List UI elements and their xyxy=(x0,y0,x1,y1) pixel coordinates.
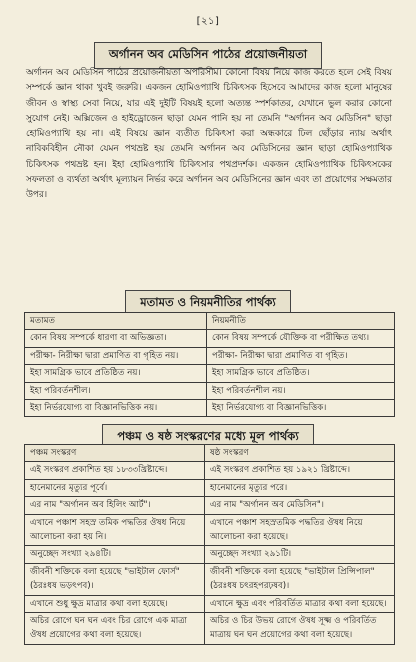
table-header-row xyxy=(25,445,395,462)
table-header-cell: নিয়মনীতি xyxy=(207,313,395,330)
table-cell: ইহা সামগ্রিক ভাবে প্রতিষ্ঠিত নয়। xyxy=(25,365,207,382)
table-cell: পরীক্ষা- নিরীক্ষা দ্বারা প্রমাণিত বা গৃহিত নয়। xyxy=(25,347,207,364)
table-cell: এখানে পঞ্চাশ সহস্রতমিক পদ্ধতির ঔষধ নিয়ে আলোচনা করা হয়েছে। xyxy=(205,514,395,546)
table-cell: কোন বিষয় সম্পর্কে ধারণা বা অভিজ্ঞতা। xyxy=(25,330,207,347)
section-heading-text: পঞ্চম ও ষষ্ঠ সংস্করণের মধ্যে মূল পার্থক্য xyxy=(102,424,313,451)
table-cell: এখানে ক্ষুদ্র এবং পরিবর্তিত মাত্রার কথা বলা হয়েছে। xyxy=(205,595,395,612)
table-cell: অনুচ্ছেদ সংখ্যা ২৯৪টি। xyxy=(25,546,205,563)
table-cell: অচির রোগে ঘন ঘন এবং চির রোগে এক মাত্রা ঔষধ প্রয়োগের কথা বলা হয়েছে। xyxy=(25,613,205,645)
table-row xyxy=(25,330,395,347)
table-header-row xyxy=(25,313,395,330)
table-cell: এই সংস্করণ প্রকাশিত হয় ১৮৩৩খ্রিষ্টাব্দে। xyxy=(25,462,205,479)
edition-comparison-table xyxy=(24,444,395,645)
table-cell: কোন বিষয় সম্পর্কে যৌক্তিক বা পরীক্ষিত তথ্য। xyxy=(207,330,395,347)
table-cell: হানেমানের মৃত্যুর পরে। xyxy=(205,479,395,496)
section-heading-text: অর্গানন অব মেডিসিন পাঠের প্রয়োজনীয়তা xyxy=(94,42,322,69)
table-cell: পরীক্ষা- নিরীক্ষা দ্বারা প্রমাণিত বা গৃহিত। xyxy=(207,347,395,364)
section-heading-text: মতামত ও নিয়মনীতির পার্থক্য xyxy=(125,290,291,317)
table-cell: এখানে শুধু ক্ষুদ্র মাত্রার কথা বলা হয়েছে। xyxy=(25,595,205,612)
table-cell: ইহা নির্ভরযোগ্য বা বিজ্ঞানভিত্তিক নয়। xyxy=(25,400,207,417)
table-header-cell: ষষ্ঠ সংস্করণ xyxy=(205,445,395,462)
table-row xyxy=(25,479,395,496)
table-row xyxy=(25,613,395,645)
table-cell: ইহা নির্ভরযোগ্য বা বিজ্ঞানভিত্তিক। xyxy=(207,400,395,417)
table-row xyxy=(25,546,395,563)
table-cell: ইহা সামগ্রিক ভাবে প্রতিষ্ঠিত। xyxy=(207,365,395,382)
table-cell: হানেমানের মৃত্যুর পূর্বে। xyxy=(25,479,205,496)
table-cell: অনুচ্ছেদ সংখ্যা ২৯১টি। xyxy=(205,546,395,563)
table-cell: এর নাম "অর্গানন অব মেডিসিন"। xyxy=(205,497,395,514)
table-row xyxy=(25,462,395,479)
table-cell: এখানে পঞ্চাশ সহস্র তমিক পদ্ধতির ঔষধ নিয়ে আলোচনা করা হয় নি। xyxy=(25,514,205,546)
table-row xyxy=(25,382,395,399)
section-heading-organon-importance xyxy=(0,42,416,69)
table-cell: জীবনী শক্তিকে বলা হয়েছে "ভাইটাল ফোর্স" (ঠরঃধষ ভড়ৎপব)। xyxy=(25,563,205,595)
table-cell: জীবনী শক্তিকে বলা হয়েছে "ভাইটাল প্রিন্সিপাল" (ঠরঃধষ চৎরহপরঢ়ষব)। xyxy=(205,563,395,595)
table-row xyxy=(25,347,395,364)
intro-paragraph: অর্গানন অব মেডিসিন পাঠের প্রয়োজনীয়তা অপরিসীম। কোনো বিষয় নিয়ে কাজ করতে হলে সেই বিষয় সম্পর্কে জ্ঞান থাকা খুবই জরুরি। একজন হোমিওপ্যাথি চিকিৎসক হিসেবে আমাদের কাজ হলো মানুষের জীবন ও স্বাস্থ্য সেবা নিয়ে, যার এই দুইটি বিষয়ই হলো অত্যন্ত স্পর্শকাতর, যেখানে ভুল করার কোনো সুযোগ নেই। অক্সিজেন ও হাইড্রোজেন ছাড়া যেমন পানি হয় না তেমনি "অর্গানন অব মেডিসিন" ছাড়া হোমিওপ্যাথি হয় না। এই বিষয়ে জ্ঞান ব্যতীত চিকিৎসা করা অন্ধকারে ঢিল ছোঁড়ার ন্যায় অর্থাৎ নাবিকবিহীন নৌকা যেমন পথভ্রষ্ট হয় তেমনি অর্গানন অব মেডিসিনের জ্ঞান ছাড়া হোমিওপ্যাথিক চিকিৎসক পথভ্রষ্ট হন। ইহা হোমিওপ্যাথি চিকিৎসার পথপ্রদর্শক। একজন হোমিওপ্যাথিক চিকিৎসকের সফলতা ও ব্যর্থতা অর্থাৎ মূল্যায়ন নির্ভর করে অর্গানন অব মেডিসিনের জ্ঞান এবং তা প্রয়োগের সক্ষমতার উপর। xyxy=(26,68,392,201)
table-row xyxy=(25,497,395,514)
table-row xyxy=(25,514,395,546)
table-row xyxy=(25,400,395,417)
table-cell: এই সংস্করণ প্রকাশিত হয় ১৯২১ খ্রিষ্টাব্দে। xyxy=(205,462,395,479)
table-header-cell: পঞ্চম সংস্করণ xyxy=(25,445,205,462)
table-header-cell: মতামত xyxy=(25,313,207,330)
table-cell: অচির ও চির উভয় রোগে ঔষধ সূক্ষ্ম ও পরিবর্তিত মাত্রায় ঘন ঘন প্রয়োগের কথা বলা হয়েছে। xyxy=(205,613,395,645)
table-cell: ইহা পরিবর্তনশীল। xyxy=(25,382,207,399)
opinion-principle-table xyxy=(24,312,395,417)
table-cell: এর নাম "অর্গানন অব হিলিং আর্ট"। xyxy=(25,497,205,514)
table-row xyxy=(25,595,395,612)
page-number: [২১] xyxy=(196,16,220,27)
table-row xyxy=(25,563,395,595)
table-row xyxy=(25,365,395,382)
table-cell: ইহা পরিবর্তনশীল নয়। xyxy=(207,382,395,399)
